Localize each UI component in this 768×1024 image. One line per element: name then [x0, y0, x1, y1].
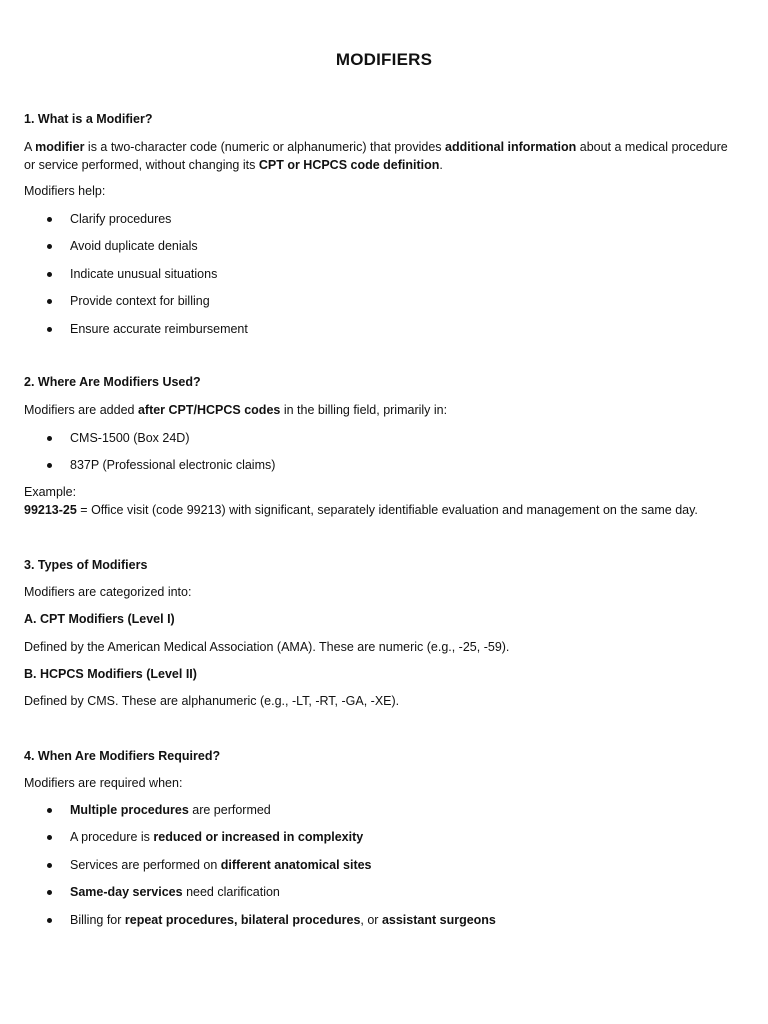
list-item-text: Ensure accurate reimbursement: [70, 321, 248, 336]
list-item: [24, 320, 724, 347]
section-1-heading: 1. What is a Modifier?: [24, 112, 153, 126]
intro-bold-after-codes: after CPT/HCPCS codes: [137, 403, 281, 417]
list-item-text: CMS-1500 (Box 24D): [70, 431, 190, 445]
list-item: [24, 828, 724, 855]
list-item: [24, 429, 724, 456]
example-code: 99213-25: [24, 503, 77, 517]
section-3-heading: 3. Types of Modifiers: [24, 558, 148, 572]
bullet-icon: [47, 918, 52, 923]
bullet-icon: [47, 299, 52, 304]
section-2-intro: [24, 401, 734, 419]
list-item-text: need clarification: [182, 885, 280, 900]
list-item-text: 837P (Professional electronic claims): [70, 458, 276, 473]
list-item-bold: reduced or increased in complexity: [153, 830, 364, 845]
list-item: [24, 883, 724, 910]
bullet-icon: [47, 244, 52, 249]
bullet-icon: [47, 890, 52, 895]
bullet-icon: [47, 436, 52, 441]
section-3-sub-b-text: Defined by CMS. These are alphanumeric (e.g., -LT, -RT, -GA, -XE).: [24, 694, 400, 708]
bullet-icon: [47, 863, 52, 868]
list-item: [24, 911, 724, 938]
bullet-icon: [47, 327, 52, 332]
list-item-text: , or: [360, 912, 382, 927]
section-2-heading: 2. Where Are Modifiers Used?: [24, 375, 201, 389]
list-item-bold: different anatomical sites: [220, 857, 372, 872]
section-1-helps-label: Modifiers help:: [24, 184, 106, 198]
list-item-bold: Multiple procedures: [70, 803, 189, 817]
list-item-text: Billing for: [70, 912, 125, 927]
bullet-icon: [47, 808, 52, 813]
section-4-intro: Modifiers are required when:: [24, 776, 183, 790]
section-2-bullet-list: [24, 429, 724, 484]
intro-bold-additional-information: additional information: [445, 140, 577, 154]
list-item-text: Provide context for billing: [70, 294, 210, 309]
section-3-sub-a-heading: A. CPT Modifiers (Level I): [24, 612, 175, 626]
bullet-icon: [47, 272, 52, 277]
section-4-bullet-list: [24, 801, 724, 938]
list-item: [24, 456, 724, 483]
list-item-bold: assistant surgeons: [381, 912, 496, 927]
example-text: = Office visit (code 99213) with significant, separately identifiable evaluation and management on the same day.: [76, 503, 698, 517]
section-3-sub-b-heading: B. HCPCS Modifiers (Level II): [24, 667, 197, 681]
list-item-bold: repeat procedures, bilateral procedures: [124, 912, 361, 927]
list-item: [24, 801, 724, 828]
list-item-text: A procedure is: [70, 830, 154, 845]
list-item-text: Avoid duplicate denials: [70, 239, 198, 254]
section-3-intro: Modifiers are categorized into:: [24, 585, 192, 599]
list-item-text: Clarify procedures: [70, 212, 172, 226]
list-item: [24, 237, 724, 264]
list-item-text: Services are performed on: [70, 857, 221, 872]
intro-text: about a medical procedure or service performed, without changing its: [24, 140, 728, 172]
section-3-sub-a-text: Defined by the American Medical Association (AMA). These are numeric (e.g., -25, -59).: [24, 640, 510, 654]
intro-text: in the billing field, primarily in:: [280, 403, 448, 417]
intro-text: is a two-character code (numeric or alphanumeric) that provides: [84, 140, 446, 154]
intro-bold-modifier: modifier: [35, 140, 85, 154]
intro-text: .: [439, 158, 443, 172]
bullet-icon: [47, 835, 52, 840]
intro-text: Modifiers are added: [24, 403, 138, 417]
list-item-bold: Same-day services: [70, 885, 183, 900]
list-item: [24, 292, 724, 319]
list-item: [24, 210, 724, 237]
intro-bold-code-definition: CPT or HCPCS code definition: [258, 158, 440, 172]
example-label: Example:: [24, 485, 77, 499]
list-item: [24, 856, 724, 883]
list-item: [24, 265, 724, 292]
section-1-intro: [24, 138, 734, 174]
list-item-text: Indicate unusual situations: [70, 266, 218, 281]
section-4-heading: 4. When Are Modifiers Required?: [24, 749, 221, 763]
list-item-text: are performed: [188, 803, 271, 817]
example-line: [24, 501, 739, 519]
section-1-bullet-list: [24, 210, 724, 347]
bullet-icon: [47, 217, 52, 222]
page-title: MODIFIERS: [335, 50, 433, 69]
intro-text: A: [24, 140, 36, 154]
bullet-icon: [47, 463, 52, 468]
